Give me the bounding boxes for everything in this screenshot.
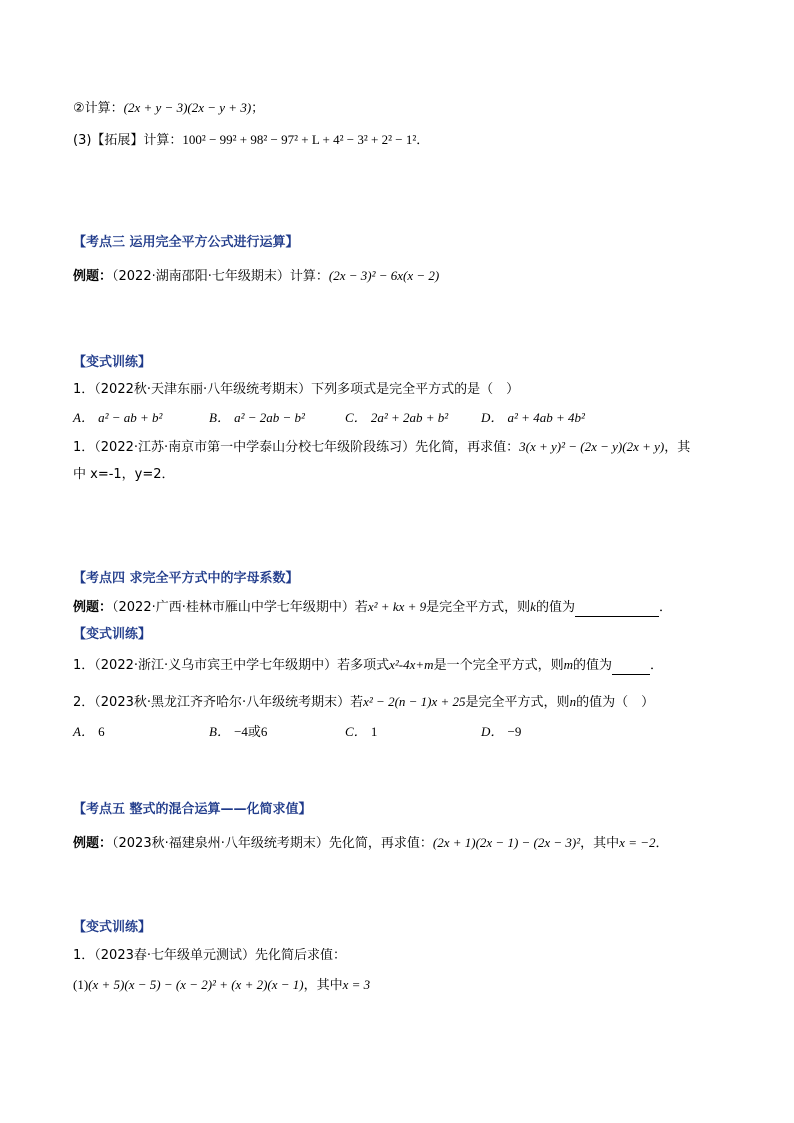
calc-2-expr: (2x + y − 3)(2x − y + 3) [123,100,252,115]
q1-text: 1．（2022·浙江·义乌市宾王中学七年级期中）若多项式 [73,658,390,673]
q2-tail: ，其 [664,440,691,455]
q2-expr: 3(x + y)² − (2x − y)(2x + y) [519,439,665,454]
q1-end: ． [649,658,663,673]
option-a: A． a² − ab + b² [73,410,163,425]
sub1-mid: ，其中 [303,978,343,993]
practice-5-q1: 1．（2023春·七年级单元测试）先化简后求值： [73,948,346,963]
practice-4-q2 [73,693,654,712]
example-end: ． [655,836,669,851]
q2-mid: 是完全平方式，则 [465,695,570,710]
option-b: B． a² − 2ab − b² [209,410,305,425]
sub1-label: (1) [73,977,89,992]
q2-var: n [569,694,577,709]
option-b: B． −4或6 [209,724,268,739]
answer-blank [612,660,650,675]
practice-3-q2-line2: 中 x=-1，y=2． [73,467,175,482]
extend-tail: ． [416,133,430,148]
q1-var: m [563,657,573,672]
calc-2-label: ②计算： [73,101,124,116]
q2-text: 1．（2022·江苏·南京市第一中学泰山分校七年级阶段练习）先化简，再求值： [73,440,520,455]
sub1-cond: x = 3 [342,977,371,992]
q2-tail: 的值为（ ） [576,695,655,710]
q1-mid: 是一个完全平方式，则 [433,658,564,673]
practice-3-options [73,409,617,428]
example-label: 例题： [73,836,113,851]
example-expr: x² + kx + 9 [367,599,427,614]
example-expr: (2x − 3)² − 6x(x − 2) [328,268,440,283]
extend-line [73,131,429,150]
practice-5-sub1 [73,976,370,995]
practice-5-title: 【变式训练】 [73,920,152,935]
section-3-example [73,267,439,286]
option-a: A． 6 [73,724,105,739]
q1-expr: x²-4x+m [389,657,434,672]
section-5-title: 【考点五 整式的混合运算——化简求值】 [73,802,312,817]
example-label: 例题： [73,269,113,284]
example-text: （2022·广西·桂林市雁山中学七年级期中）若 [112,600,368,615]
q2-text: 2．（2023秋·黑龙江齐齐哈尔·八年级统考期末）若 [73,695,364,710]
example-var: k [530,599,536,614]
example-tail: 的值为 [535,600,575,615]
option-d: D． a² + 4ab + 4b² [481,410,585,425]
example-mid: 是完全平方式，则 [426,600,531,615]
extend-label: (3)【拓展】计算： [73,133,183,148]
calc-2-line [73,99,264,118]
example-text: （2023秋·福建泉州·八年级统考期末）先化简，再求值： [112,836,433,851]
sub1-expr: (x + 5)(x − 5) − (x − 2)² + (x + 2)(x − 1) [88,977,304,992]
example-text: （2022·湖南邵阳·七年级期末）计算： [112,269,329,284]
practice-3-q1: 1．（2022秋·天津东丽·八年级统考期末）下列多项式是完全平方式的是（ ） [73,382,520,397]
section-3-title: 【考点三 运用完全平方公式进行运算】 [73,235,299,250]
example-mid: ，其中 [580,836,620,851]
example-label: 例题： [73,600,113,615]
section-5-example [73,834,669,853]
option-c: C． 1 [345,724,378,739]
example-end: ． [658,600,672,615]
section-4-title: 【考点四 求完全平方式中的字母系数】 [73,571,299,586]
q1-tail: 的值为 [572,658,612,673]
answer-blank [575,602,659,617]
practice-3-q2 [73,438,690,457]
practice-4-q1 [73,656,663,675]
example-cond: x = −2 [619,835,656,850]
example-expr: (2x + 1)(2x − 1) − (2x − 3)² [432,835,581,850]
practice-4-title: 【变式训练】 [73,627,152,642]
extend-expr: 100² − 99² + 98² − 97² + L + 4² − 3² + 2² − 1² [182,132,417,147]
option-c: C． 2a² + 2ab + b² [345,410,449,425]
practice-3-title: 【变式训练】 [73,355,152,370]
practice-4-options [73,723,617,742]
option-d: D． −9 [481,724,522,739]
section-4-example [73,598,672,617]
calc-2-tail: ； [251,101,265,116]
q2-expr: x² − 2(n − 1)x + 25 [363,694,466,709]
